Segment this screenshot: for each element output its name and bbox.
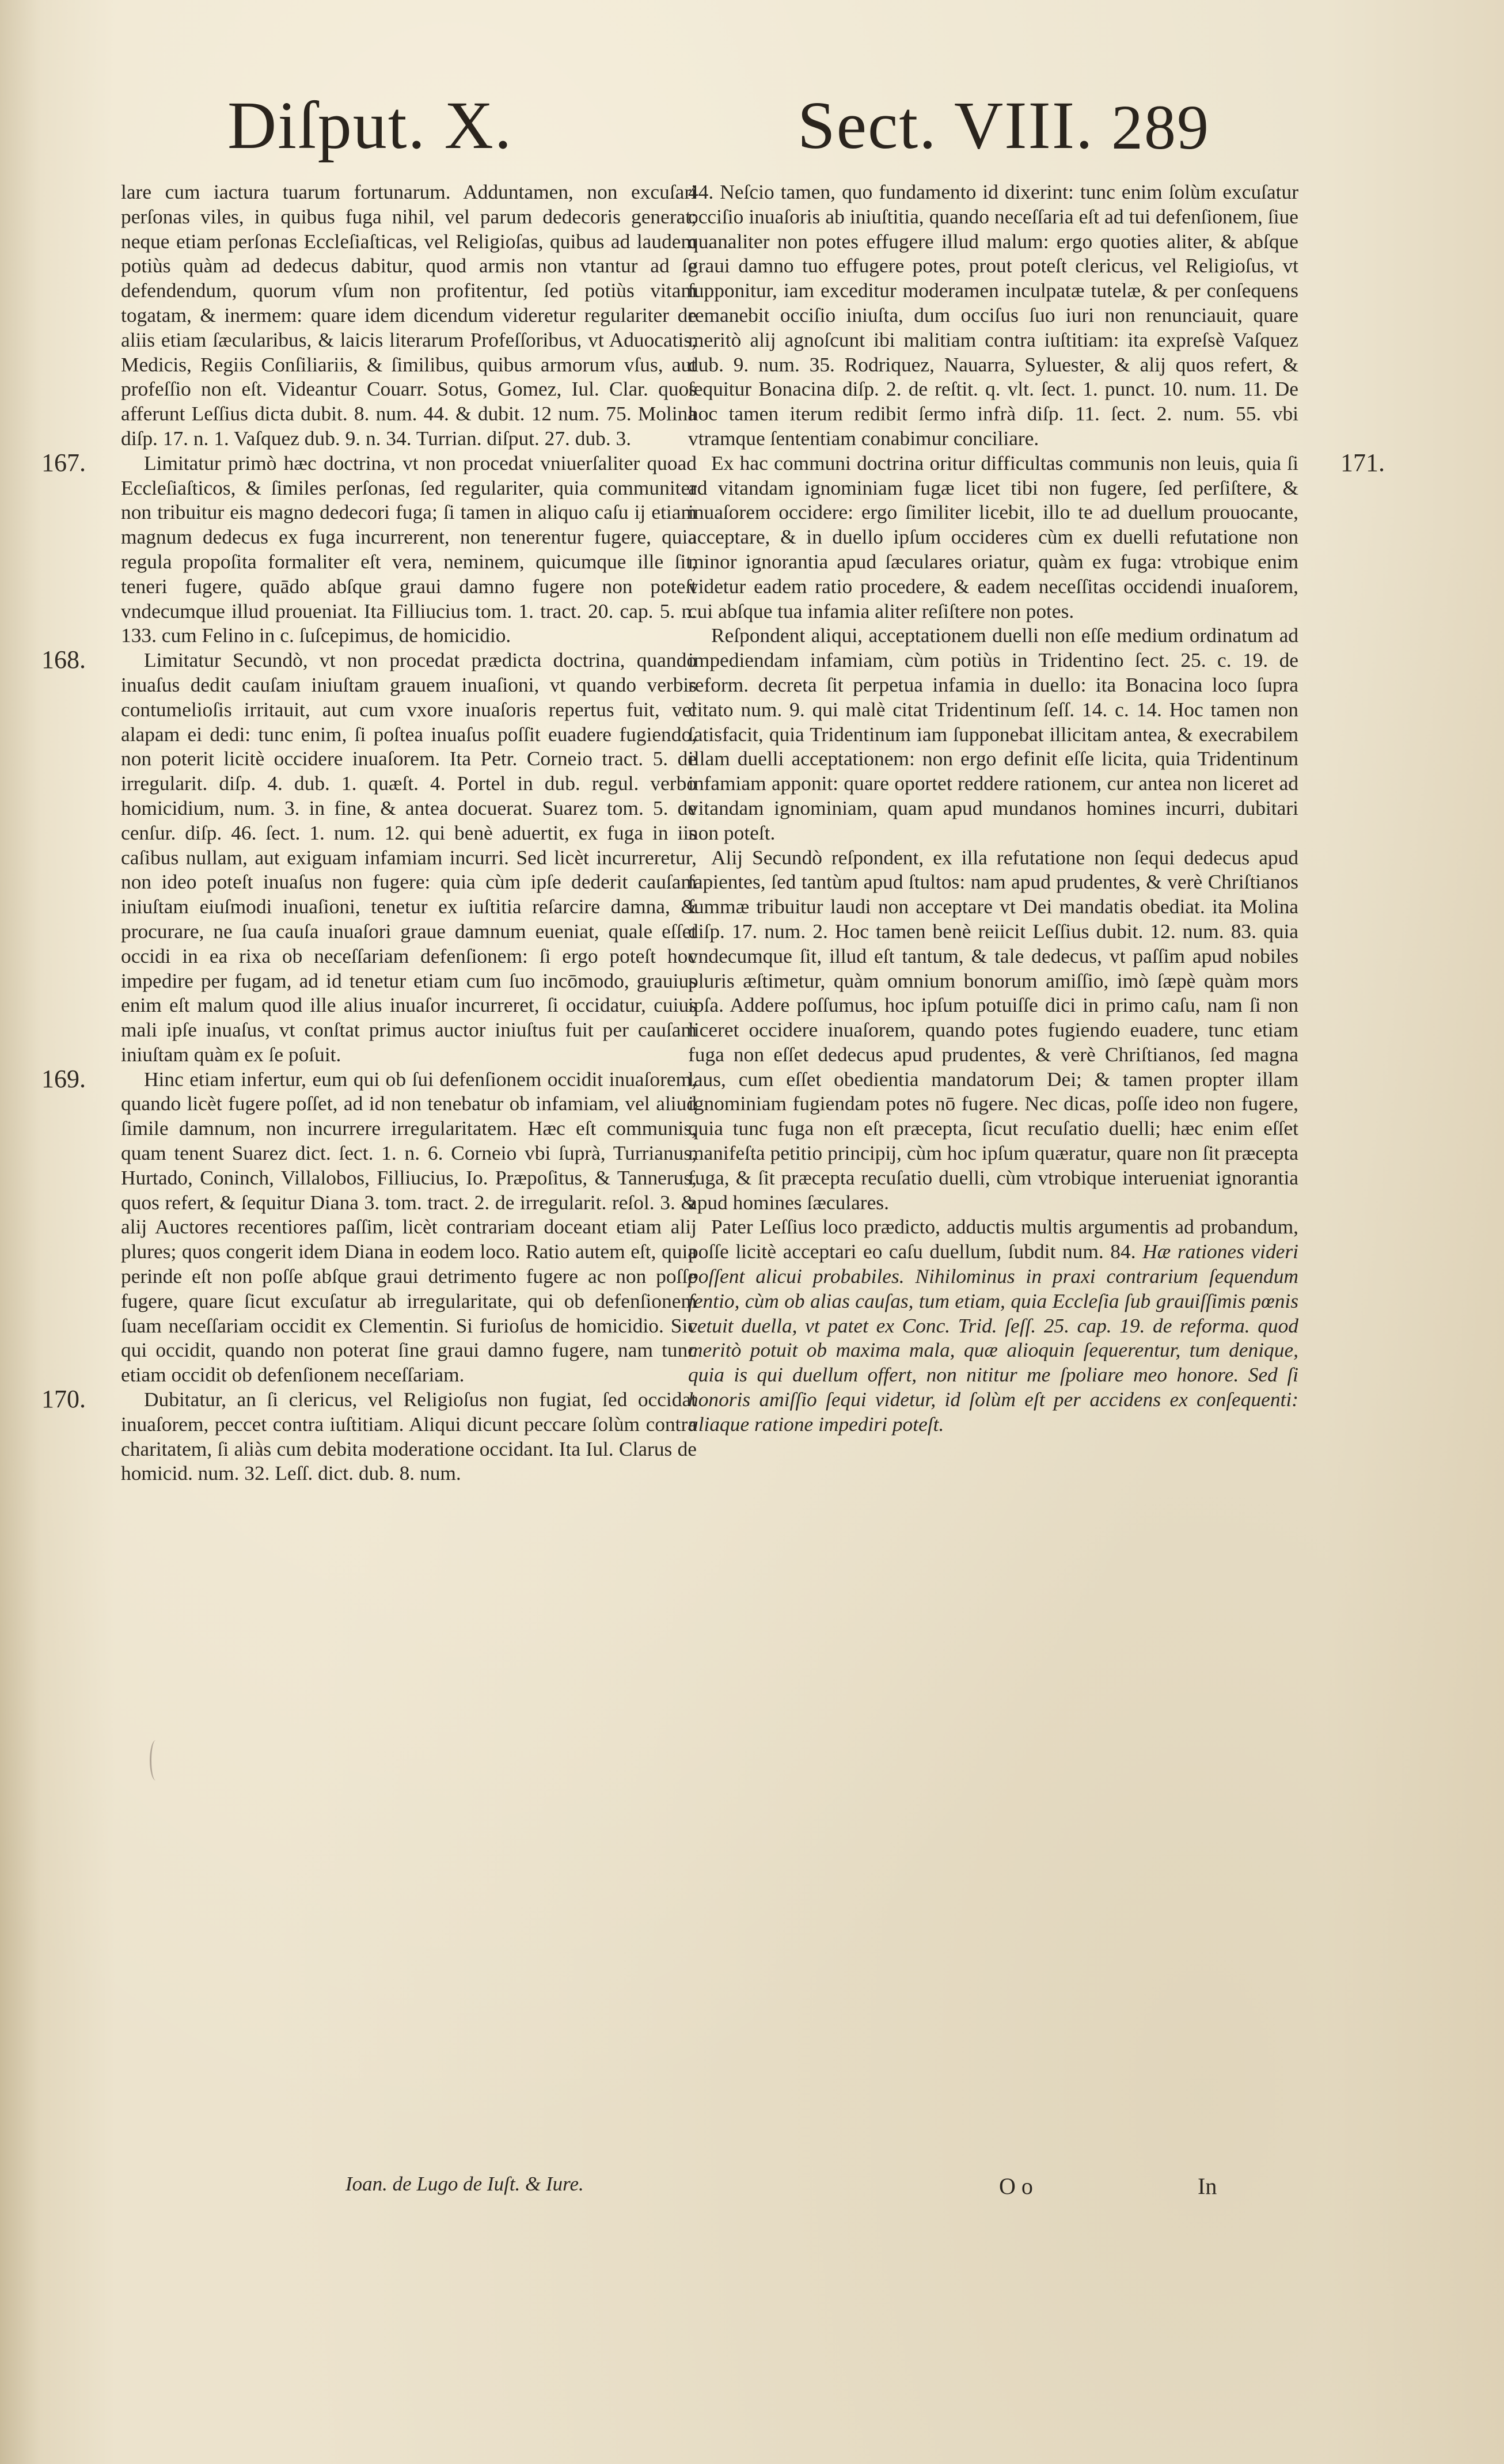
- running-head: [227, 86, 1212, 167]
- paragraph-text: Alij Secundò reſpondent, ex illa refutatione non ſequi dedecus apud ſapientes, ſed tantùm apud ſtultos: nam apud prudentes, & verè Chriſtianos ſummæ tribuitur laudi non acceptare vt Dei mandatis obediat. ita Molina diſp. 17. num. 2. Hoc tamen benè reiicit Leſſius dubit. 12. num. 83. quia vndecumque ſit, illud eſt tantum, & tale dedecus, vt paſſim apud nobiles pluris æſtimetur, quàm omnium bonorum amiſſio, imò ſæpè quàm mors ipſa. Addere poſſumus, hoc ipſum potuiſſe dici in primo caſu, nam ſi non liceret occidere inuaſorem, quando potes fugiendo euadere, tunc etiam fuga non eſſet dedecus apud prudentes, & verè Chriſtianos, ſed magna laus, cum eſſet obedientia mandatorum Dei; & tamen propter illam ignominiam fugiendam potes nō fugere. Nec dicas, poſſe ideo non fugere, quia tunc fuga non eſt præcepta, ſicut recuſatio duelli; hæc enim eſſet manifeſta petitio principij, cùm hoc ipſum quæratur, quare non ſit præcepta fuga, & ſit præcepta recuſatio duelli, cùm vtrobique interueniat ignorantia apud homines ſæculares.: [688, 845, 1298, 1214]
- page-number: 289: [1111, 92, 1210, 162]
- running-head-disputation: Diſput. X.: [227, 88, 513, 163]
- paragraph-171: [688, 448, 1385, 624]
- running-head-section: Sect. VIII.: [797, 88, 1094, 163]
- paragraph-text: Ex hac communi doctrina oritur difficultas communis non leuis, quia ſi ad vitandam ignominiam fugæ licet tibi non fugere, ſed perſiſtere, & inuaſorem occidere: ergo ſimiliter licebit, illo te ad duellum prouocante, acceptare, & in duello ipſum occideres cùm ex duelli refutatione non minor ignorantia apud ſæculares oriatur, quàm ex fuga: vtrobique enim videtur eadem ratio procedere, & eadem neceſſitas occidendi inuaſorem, cui abſque tua infamia aliter reſiſtere non potes.: [688, 451, 1298, 622]
- paragraph-number: 171.: [1340, 448, 1385, 477]
- paragraph-text: Reſpondent aliqui, acceptationem duelli non eſſe medium ordinatum ad impediendam infamiam, cùm potiùs in Tridentino ſect. 25. c. 19. de reform. decreta ſit perpetua infamia in duello: ita Bonacina loco ſupra citato num. 9. qui malè citat Tridentinum ſeſſ. 14. c. 14. Hoc tamen non ſatisfacit, quia Tridentinum iam ſupponebat illicitam antea, & execrabilem illam duelli acceptationem: non ergo definit eſſe licita, quia Tridentinum infamiam apponit: quare oportet reddere rationem, cur antea non liceret ad vitandam ignominiam, quam apud mundanos homines incurri, dubitari non poteſt.: [688, 624, 1298, 844]
- paragraph-alij-secundo: [688, 845, 1298, 1215]
- paragraph-number: 167.: [41, 448, 86, 477]
- paragraph-169: [41, 1064, 697, 1387]
- paragraph-text: Limitatur primò hæc doctrina, vt non procedat vniuerſaliter quoad Eccleſiaſticos, & ſimiles perſonas, ſed regulariter, quia communiter non tribuitur eis magno dedecori fuga; ſi tamen in aliquo caſu ij etiam magnum dedecus ex fuga incurrerent, non tenerentur fugere, quia regula propoſita formaliter eſt vera, neminem, quicumque ille ſit, teneri fugere, quādo abſque graui damno fugere non poteſt vndecumque illud proueniat. Ita Filliucius tom. 1. tract. 20. cap. 5. n. 133. cum Felino in c. ſuſcepimus, de homicidio.: [121, 451, 697, 647]
- lessius-quotation: Hæ rationes videri poſſent alicui probabiles. Nihilominus in praxi contrarium ſequendum ſentio, cùm ob alias cauſas, tum etiam, quia Eccleſia ſub grauiſſimis pœnis vetuit duella, vt patet ex Conc. Trid. ſeſſ. 25. cap. 19. de reforma. quod meritò potuit ob maxima mala, quæ alioquin ſequerentur, tum denique, quia is qui duellum offert, non nititur me ſpoliare meo honore. Sed ſi honoris amiſſio ſequi videtur, id ſolùm eſt per accidens ex conſequenti: aliaque ratione impediri poteſt.: [688, 1240, 1298, 1436]
- paragraph-text: Limitatur Secundò, vt non procedat prædicta doctrina, quando inuaſus dedit cauſam iniuſtam grauem inuaſioni, vt quando verbis contumelioſis irritauit, aut cum vxore inuaſoris repertus fuit, vel alapam ei dedi: tunc enim, ſi poſtea inuaſus poſſit euadere fugiendo, non poterit licitè occidere inuaſorem. Ita Petr. Corneio tract. 5. de irregularit. diſp. 4. dub. 1. quæſt. 4. Portel in dub. regul. verbo homicidium, num. 3. in fine, & antea docuerat. Suarez tom. 5. de cenſur. diſp. 46. ſect. 1. num. 12. qui benè aduertit, ex fuga in iis caſibus nullam, aut exiguam infamiam incurri. Sed licèt incurreretur, non ideo poteſt inuaſus non fugere: quia cùm ipſe dederit cauſam iniuſtam eiuſmodi inuaſioni, tenetur ex iuſtitia reſarcire damna, & procurare, ne ſua cauſa inuaſori graue damnum eueniat, quale eſſet occidi in ea rixa ob neceſſariam defenſionem: ſi ergo poteſt hoc impedire per fugam, ad id tenetur etiam cum ſuo incōmodo, grauius enim eſt malum quod ille alius inuaſor incurreret, ſi occidatur, cuius mali ipſe inuaſus, vt conſtat primus auctor iniuſtus fuit per cauſam iniuſtam quàm ex ſe poſuit.: [121, 648, 697, 1066]
- ink-mark: [150, 1740, 162, 1780]
- paragraph-text: [688, 1214, 1298, 1436]
- paragraph-pater-lessius: [688, 1214, 1298, 1436]
- right-intro-text: 44. Neſcio tamen, quo fundamento id dixerint: tunc enim ſolùm excuſatur occiſio inuaſoris ab iniuſtitia, quando neceſſaria eſt ad tui defenſionem, ſiue quanaliter non potes effugere illud malum: ergo quoties aliter, & abſque graui damno tuo effugere potes, prout poteſt clericus, vel Religioſus, vt ſupponitur, iam exceditur moderamen inculpatæ tutelæ, & per conſequens remanebit occiſio iniuſta, dum occiſus ſuo iuri non renunciauit, quare meritò alij agnoſcunt ibi malitiam contra iuſtitiam: ita expreſsè Vaſquez dub. 9. num. 35. Rodriquez, Nauarra, Syluester, & alij quos refert, & ſequitur Bonacina diſp. 2. de reſtit. q. vlt. ſect. 1. punct. 10. num. 11. De hoc tamen iterum redibit ſermo infrà diſp. 11. ſect. 2. num. 55. vbi vtramque ſententiam conabimur conciliare.: [688, 180, 1298, 450]
- paragraph-number: 169.: [41, 1064, 86, 1093]
- paragraph-number: 170.: [41, 1385, 86, 1414]
- footer-author-line: Ioan. de Lugo de Iuſt. & Iure.: [345, 2173, 584, 2195]
- paragraph-number: 168.: [41, 646, 86, 674]
- paragraph-168: [41, 646, 697, 1067]
- paragraph-text: Hinc etiam infertur, eum qui ob ſui defenſionem occidit inuaſorem, quando licèt fugere poſſet, ad id non tenebatur ob infamiam, vel aliud ſimile damnum, non incurrere irregularitatem. Hæc eſt communis, quam tenent Suarez dict. ſect. 1. n. 6. Corneio vbi ſuprà, Turrianus, Hurtado, Coninch, Villalobos, Filliucius, Io. Præpoſitus, & Tannerus, quos refert, & ſequitur Diana 3. tom. tract. 2. de irregularit. reſol. 3. & alij Auctores recentiores paſſim, licèt contrariam doceant etiam alij plures; quos congerit idem Diana in eodem loco. Ratio autem eſt, quia perinde eſt non poſſe abſque graui detrimento fugere ac non poſſe fugere, quare ſicut excuſatur ab irregularitate, qui ob defenſionem ſuam neceſſariam occidit ex Clementin. Si furioſus de homicidio. Sic qui occidit, quando non poterat ſine graui damno fugere, nam tunc etiam occidit ob defenſionem neceſſariam.: [121, 1067, 697, 1387]
- paragraph-respondent-aliqui: [688, 623, 1298, 845]
- left-intro-text: lare cum iactura tuarum fortunarum. Adduntamen, non excuſari perſonas viles, in quibus fuga nihil, vel parum dedecoris generat; neque etiam perſonas Eccleſiaſticas, vel Religioſas, quibus ad laudem potiùs quàm ad dedecus dabitur, quod armis non vtantur ad ſe defendendum, quorum vſum non profitentur, ſed potiùs vitam togatam, & inermem: quare idem dicendum videretur regulariter de aliis etiam ſæcularibus, & laicis literarum Profeſſoribus, vt Aduocatis, Medicis, Regiis Conſiliariis, & ſimilibus, quibus armorum vſus, aut profeſſio non eſt. Videantur Couarr. Sotus, Gomez, Iul. Clar. quos afferunt Leſſius dicta dubit. 8. num. 44. & dubit. 12 num. 75. Molina diſp. 17. n. 1. Vaſquez dub. 9. n. 34. Turrian. diſput. 27. dub. 3.: [121, 180, 697, 450]
- paragraph-text-plain: Pater Leſſius loco prædicto, adductis multis argumentis ad probandum, poſſe licitè acceptari eo caſu duellum, ſubdit num. 84.: [688, 1215, 1298, 1263]
- paragraph-170: [41, 1385, 697, 1486]
- left-column: [41, 180, 697, 1486]
- catchword: In: [1198, 2173, 1217, 2199]
- paragraph-167: [41, 448, 697, 648]
- right-column: [688, 180, 1385, 1437]
- signature-mark: O o: [999, 2173, 1033, 2199]
- paragraph-text: Dubitatur, an ſi clericus, vel Religioſus non fugiat, ſed occidat inuaſorem, peccet contra iuſtitiam. Aliqui dicunt peccare ſolùm contra charitatem, ſi aliàs cum debita moderatione occidant. Ita Iul. Clarus de homicid. num. 32. Leſſ. dict. dub. 8. num.: [121, 1388, 697, 1485]
